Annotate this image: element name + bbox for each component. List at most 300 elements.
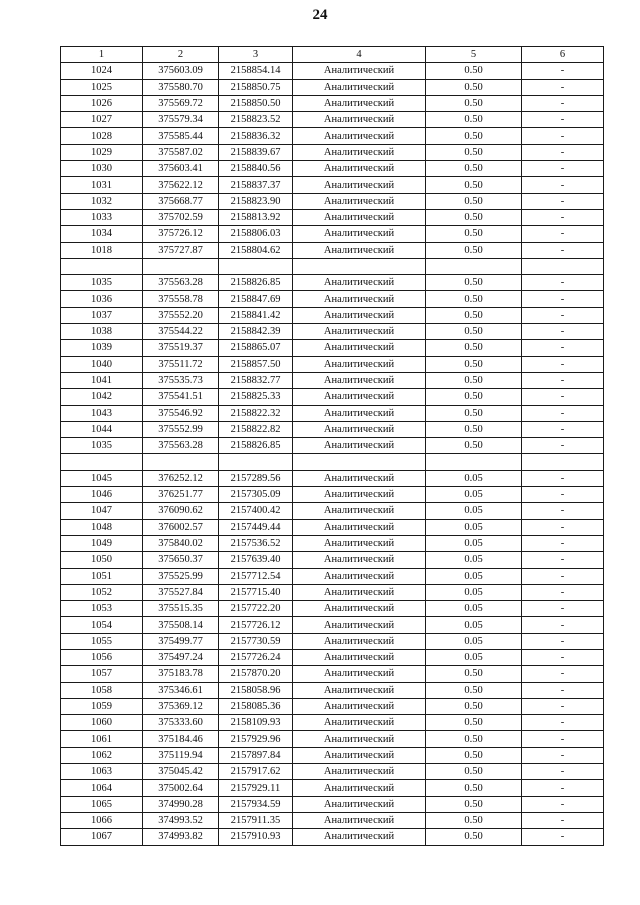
accuracy-cell: 0.50 — [426, 421, 522, 437]
note-cell: - — [522, 764, 604, 780]
note-cell: - — [522, 780, 604, 796]
y-coordinate-cell: 2158109.93 — [219, 715, 293, 731]
y-coordinate-cell: 2158850.50 — [219, 95, 293, 111]
method-cell: Аналитический — [293, 747, 426, 763]
note-cell: - — [522, 649, 604, 665]
table-row — [61, 519, 604, 535]
table-row — [61, 258, 604, 274]
method-cell: Аналитический — [293, 161, 426, 177]
x-coordinate-cell: 375585.44 — [143, 128, 219, 144]
note-cell: - — [522, 209, 604, 225]
accuracy-cell: 0.50 — [426, 79, 522, 95]
accuracy-cell: 0.50 — [426, 372, 522, 388]
table-row — [61, 698, 604, 714]
y-coordinate-cell: 2157305.09 — [219, 487, 293, 503]
table-row — [61, 421, 604, 437]
accuracy-cell: 0.05 — [426, 601, 522, 617]
point-number-cell: 1028 — [61, 128, 143, 144]
x-coordinate-cell: 375544.22 — [143, 324, 219, 340]
coordinates-table — [60, 46, 604, 846]
note-cell: - — [522, 698, 604, 714]
method-cell: Аналитический — [293, 519, 426, 535]
y-coordinate-cell: 2158806.03 — [219, 226, 293, 242]
x-coordinate-cell: 375569.72 — [143, 95, 219, 111]
method-cell: Аналитический — [293, 503, 426, 519]
note-cell: - — [522, 275, 604, 291]
x-coordinate-cell: 375497.24 — [143, 649, 219, 665]
x-coordinate-cell: 375045.42 — [143, 764, 219, 780]
point-number-cell: 1035 — [61, 275, 143, 291]
accuracy-cell: 0.50 — [426, 666, 522, 682]
y-coordinate-cell: 2158857.50 — [219, 356, 293, 372]
column-header-2: 2 — [143, 47, 219, 63]
x-coordinate-cell: 375587.02 — [143, 144, 219, 160]
method-cell: Аналитический — [293, 405, 426, 421]
method-cell: Аналитический — [293, 764, 426, 780]
table-row — [61, 601, 604, 617]
x-coordinate-cell: 375603.41 — [143, 161, 219, 177]
accuracy-cell: 0.05 — [426, 552, 522, 568]
point-number-cell: 1056 — [61, 649, 143, 665]
x-coordinate-cell: 375346.61 — [143, 682, 219, 698]
point-number-cell: 1064 — [61, 780, 143, 796]
accuracy-cell: 0.50 — [426, 324, 522, 340]
table-row — [61, 454, 604, 470]
accuracy-cell: 0.50 — [426, 405, 522, 421]
accuracy-cell: 0.05 — [426, 633, 522, 649]
note-cell: - — [522, 519, 604, 535]
point-number-cell — [61, 454, 143, 470]
accuracy-cell — [426, 454, 522, 470]
table-row — [61, 372, 604, 388]
table-row — [61, 275, 604, 291]
note-cell: - — [522, 79, 604, 95]
table-row — [61, 535, 604, 551]
table-row — [61, 552, 604, 568]
table-row — [61, 731, 604, 747]
column-header-5: 5 — [426, 47, 522, 63]
y-coordinate-cell: 2158839.67 — [219, 144, 293, 160]
point-number-cell: 1024 — [61, 63, 143, 79]
point-number-cell: 1046 — [61, 487, 143, 503]
method-cell: Аналитический — [293, 421, 426, 437]
point-number-cell: 1027 — [61, 112, 143, 128]
point-number-cell: 1052 — [61, 584, 143, 600]
x-coordinate-cell: 375552.20 — [143, 307, 219, 323]
x-coordinate-cell — [143, 454, 219, 470]
note-cell: - — [522, 601, 604, 617]
x-coordinate-cell: 375840.02 — [143, 535, 219, 551]
x-coordinate-cell — [143, 258, 219, 274]
method-cell: Аналитический — [293, 715, 426, 731]
x-coordinate-cell: 375603.09 — [143, 63, 219, 79]
column-header-4: 4 — [293, 47, 426, 63]
point-number-cell: 1041 — [61, 372, 143, 388]
table-row — [61, 112, 604, 128]
y-coordinate-cell: 2158058.96 — [219, 682, 293, 698]
x-coordinate-cell: 375552.99 — [143, 421, 219, 437]
method-cell: Аналитический — [293, 291, 426, 307]
accuracy-cell: 0.50 — [426, 764, 522, 780]
x-coordinate-cell: 375333.60 — [143, 715, 219, 731]
table-row — [61, 796, 604, 812]
accuracy-cell: 0.50 — [426, 356, 522, 372]
accuracy-cell: 0.50 — [426, 242, 522, 258]
y-coordinate-cell: 2158850.75 — [219, 79, 293, 95]
method-cell: Аналитический — [293, 177, 426, 193]
method-cell: Аналитический — [293, 112, 426, 128]
column-header-1: 1 — [61, 47, 143, 63]
x-coordinate-cell: 375515.35 — [143, 601, 219, 617]
y-coordinate-cell: 2157910.93 — [219, 829, 293, 845]
x-coordinate-cell: 375558.78 — [143, 291, 219, 307]
y-coordinate-cell: 2158847.69 — [219, 291, 293, 307]
x-coordinate-cell: 375622.12 — [143, 177, 219, 193]
accuracy-cell: 0.05 — [426, 470, 522, 486]
y-coordinate-cell: 2158842.39 — [219, 324, 293, 340]
method-cell: Аналитический — [293, 649, 426, 665]
accuracy-cell: 0.50 — [426, 226, 522, 242]
method-cell: Аналитический — [293, 340, 426, 356]
accuracy-cell: 0.50 — [426, 112, 522, 128]
point-number-cell — [61, 258, 143, 274]
table-row — [61, 487, 604, 503]
x-coordinate-cell: 375580.70 — [143, 79, 219, 95]
x-coordinate-cell: 375541.51 — [143, 389, 219, 405]
note-cell: - — [522, 503, 604, 519]
point-number-cell: 1018 — [61, 242, 143, 258]
x-coordinate-cell: 375119.94 — [143, 747, 219, 763]
accuracy-cell: 0.50 — [426, 812, 522, 828]
point-number-cell: 1047 — [61, 503, 143, 519]
table-header — [61, 47, 604, 63]
x-coordinate-cell: 375369.12 — [143, 698, 219, 714]
accuracy-cell: 0.05 — [426, 535, 522, 551]
point-number-cell: 1034 — [61, 226, 143, 242]
y-coordinate-cell: 2157730.59 — [219, 633, 293, 649]
point-number-cell: 1053 — [61, 601, 143, 617]
point-number-cell: 1031 — [61, 177, 143, 193]
point-number-cell: 1042 — [61, 389, 143, 405]
y-coordinate-cell: 2158836.32 — [219, 128, 293, 144]
x-coordinate-cell: 375702.59 — [143, 209, 219, 225]
table-row — [61, 649, 604, 665]
accuracy-cell: 0.50 — [426, 780, 522, 796]
table-row — [61, 780, 604, 796]
method-cell: Аналитический — [293, 487, 426, 503]
y-coordinate-cell: 2158826.85 — [219, 438, 293, 454]
table-row — [61, 633, 604, 649]
y-coordinate-cell: 2157870.20 — [219, 666, 293, 682]
y-coordinate-cell: 2158825.33 — [219, 389, 293, 405]
note-cell: - — [522, 144, 604, 160]
method-cell: Аналитический — [293, 226, 426, 242]
table-row — [61, 829, 604, 845]
x-coordinate-cell: 375650.37 — [143, 552, 219, 568]
table-row — [61, 340, 604, 356]
table-row — [61, 389, 604, 405]
method-cell: Аналитический — [293, 324, 426, 340]
point-number-cell: 1025 — [61, 79, 143, 95]
table-row — [61, 291, 604, 307]
note-cell: - — [522, 291, 604, 307]
table-body — [61, 63, 604, 845]
note-cell: - — [522, 715, 604, 731]
y-coordinate-cell: 2158813.92 — [219, 209, 293, 225]
point-number-cell: 1049 — [61, 535, 143, 551]
point-number-cell: 1029 — [61, 144, 143, 160]
x-coordinate-cell: 375184.46 — [143, 731, 219, 747]
note-cell: - — [522, 568, 604, 584]
point-number-cell: 1033 — [61, 209, 143, 225]
note-cell: - — [522, 666, 604, 682]
table-row — [61, 307, 604, 323]
note-cell: - — [522, 584, 604, 600]
table-row — [61, 617, 604, 633]
accuracy-cell: 0.50 — [426, 128, 522, 144]
y-coordinate-cell: 2157712.54 — [219, 568, 293, 584]
method-cell: Аналитический — [293, 438, 426, 454]
note-cell: - — [522, 356, 604, 372]
y-coordinate-cell: 2157934.59 — [219, 796, 293, 812]
table-row — [61, 666, 604, 682]
method-cell — [293, 258, 426, 274]
y-coordinate-cell: 2158837.37 — [219, 177, 293, 193]
x-coordinate-cell: 376090.62 — [143, 503, 219, 519]
point-number-cell: 1058 — [61, 682, 143, 698]
table-row — [61, 812, 604, 828]
method-cell: Аналитический — [293, 209, 426, 225]
method-cell: Аналитический — [293, 79, 426, 95]
table-row — [61, 568, 604, 584]
x-coordinate-cell: 375499.77 — [143, 633, 219, 649]
note-cell — [522, 454, 604, 470]
table-row — [61, 356, 604, 372]
x-coordinate-cell: 375519.37 — [143, 340, 219, 356]
method-cell: Аналитический — [293, 796, 426, 812]
column-header-3: 3 — [219, 47, 293, 63]
method-cell: Аналитический — [293, 242, 426, 258]
y-coordinate-cell: 2158822.32 — [219, 405, 293, 421]
accuracy-cell: 0.50 — [426, 291, 522, 307]
y-coordinate-cell: 2157449.44 — [219, 519, 293, 535]
y-coordinate-cell: 2158823.52 — [219, 112, 293, 128]
method-cell: Аналитический — [293, 666, 426, 682]
table-row — [61, 177, 604, 193]
accuracy-cell: 0.50 — [426, 682, 522, 698]
table-row — [61, 193, 604, 209]
method-cell: Аналитический — [293, 193, 426, 209]
point-number-cell: 1037 — [61, 307, 143, 323]
x-coordinate-cell: 375546.92 — [143, 405, 219, 421]
y-coordinate-cell: 2158823.90 — [219, 193, 293, 209]
note-cell: - — [522, 405, 604, 421]
point-number-cell: 1054 — [61, 617, 143, 633]
x-coordinate-cell: 375527.84 — [143, 584, 219, 600]
y-coordinate-cell: 2158841.42 — [219, 307, 293, 323]
method-cell: Аналитический — [293, 682, 426, 698]
accuracy-cell: 0.50 — [426, 161, 522, 177]
y-coordinate-cell: 2157726.24 — [219, 649, 293, 665]
method-cell: Аналитический — [293, 584, 426, 600]
x-coordinate-cell: 376002.57 — [143, 519, 219, 535]
y-coordinate-cell — [219, 258, 293, 274]
accuracy-cell: 0.05 — [426, 568, 522, 584]
method-cell: Аналитический — [293, 812, 426, 828]
y-coordinate-cell: 2158826.85 — [219, 275, 293, 291]
note-cell: - — [522, 242, 604, 258]
point-number-cell: 1045 — [61, 470, 143, 486]
table-row — [61, 242, 604, 258]
accuracy-cell: 0.50 — [426, 796, 522, 812]
table-row — [61, 144, 604, 160]
table-row — [61, 324, 604, 340]
accuracy-cell: 0.50 — [426, 144, 522, 160]
table-row — [61, 503, 604, 519]
note-cell: - — [522, 161, 604, 177]
point-number-cell: 1067 — [61, 829, 143, 845]
point-number-cell: 1036 — [61, 291, 143, 307]
point-number-cell: 1032 — [61, 193, 143, 209]
table-row — [61, 747, 604, 763]
method-cell: Аналитический — [293, 633, 426, 649]
table-row — [61, 226, 604, 242]
y-coordinate-cell: 2158865.07 — [219, 340, 293, 356]
y-coordinate-cell: 2157400.42 — [219, 503, 293, 519]
method-cell: Аналитический — [293, 780, 426, 796]
y-coordinate-cell: 2157289.56 — [219, 470, 293, 486]
x-coordinate-cell: 375579.34 — [143, 112, 219, 128]
table-row — [61, 63, 604, 79]
point-number-cell: 1066 — [61, 812, 143, 828]
table-row — [61, 438, 604, 454]
y-coordinate-cell: 2157726.12 — [219, 617, 293, 633]
note-cell: - — [522, 112, 604, 128]
accuracy-cell: 0.50 — [426, 438, 522, 454]
point-number-cell: 1055 — [61, 633, 143, 649]
point-number-cell: 1040 — [61, 356, 143, 372]
accuracy-cell: 0.50 — [426, 340, 522, 356]
y-coordinate-cell: 2157929.11 — [219, 780, 293, 796]
note-cell: - — [522, 470, 604, 486]
accuracy-cell: 0.50 — [426, 715, 522, 731]
y-coordinate-cell: 2157911.35 — [219, 812, 293, 828]
note-cell: - — [522, 829, 604, 845]
method-cell: Аналитический — [293, 372, 426, 388]
accuracy-cell: 0.05 — [426, 617, 522, 633]
note-cell: - — [522, 128, 604, 144]
method-cell: Аналитический — [293, 731, 426, 747]
y-coordinate-cell: 2157715.40 — [219, 584, 293, 600]
accuracy-cell: 0.05 — [426, 503, 522, 519]
y-coordinate-cell: 2158832.77 — [219, 372, 293, 388]
accuracy-cell: 0.50 — [426, 275, 522, 291]
method-cell: Аналитический — [293, 601, 426, 617]
x-coordinate-cell: 375511.72 — [143, 356, 219, 372]
accuracy-cell: 0.50 — [426, 829, 522, 845]
accuracy-cell: 0.50 — [426, 731, 522, 747]
accuracy-cell: 0.50 — [426, 698, 522, 714]
table-row — [61, 209, 604, 225]
note-cell: - — [522, 535, 604, 551]
note-cell: - — [522, 487, 604, 503]
x-coordinate-cell: 375002.64 — [143, 780, 219, 796]
method-cell: Аналитический — [293, 144, 426, 160]
point-number-cell: 1043 — [61, 405, 143, 421]
y-coordinate-cell: 2157897.84 — [219, 747, 293, 763]
note-cell — [522, 258, 604, 274]
note-cell: - — [522, 372, 604, 388]
y-coordinate-cell: 2157722.20 — [219, 601, 293, 617]
point-number-cell: 1039 — [61, 340, 143, 356]
note-cell: - — [522, 389, 604, 405]
method-cell: Аналитический — [293, 63, 426, 79]
point-number-cell: 1057 — [61, 666, 143, 682]
table-row — [61, 95, 604, 111]
point-number-cell: 1060 — [61, 715, 143, 731]
accuracy-cell: 0.50 — [426, 177, 522, 193]
point-number-cell: 1050 — [61, 552, 143, 568]
method-cell: Аналитический — [293, 95, 426, 111]
y-coordinate-cell: 2157917.62 — [219, 764, 293, 780]
note-cell: - — [522, 731, 604, 747]
note-cell: - — [522, 633, 604, 649]
y-coordinate-cell — [219, 454, 293, 470]
accuracy-cell: 0.05 — [426, 584, 522, 600]
note-cell: - — [522, 63, 604, 79]
note-cell: - — [522, 177, 604, 193]
note-cell: - — [522, 324, 604, 340]
table-row — [61, 682, 604, 698]
method-cell: Аналитический — [293, 617, 426, 633]
accuracy-cell: 0.50 — [426, 63, 522, 79]
note-cell: - — [522, 307, 604, 323]
method-cell: Аналитический — [293, 698, 426, 714]
x-coordinate-cell: 375563.28 — [143, 275, 219, 291]
x-coordinate-cell: 374990.28 — [143, 796, 219, 812]
method-cell: Аналитический — [293, 389, 426, 405]
x-coordinate-cell: 375508.14 — [143, 617, 219, 633]
table-row — [61, 470, 604, 486]
table-row — [61, 405, 604, 421]
point-number-cell: 1065 — [61, 796, 143, 812]
y-coordinate-cell: 2157536.52 — [219, 535, 293, 551]
note-cell: - — [522, 421, 604, 437]
method-cell: Аналитический — [293, 829, 426, 845]
page-number: 24 — [312, 7, 328, 23]
method-cell: Аналитический — [293, 470, 426, 486]
x-coordinate-cell: 375726.12 — [143, 226, 219, 242]
table-row — [61, 79, 604, 95]
accuracy-cell: 0.50 — [426, 747, 522, 763]
x-coordinate-cell: 375525.99 — [143, 568, 219, 584]
table-row — [61, 584, 604, 600]
x-coordinate-cell: 375727.87 — [143, 242, 219, 258]
method-cell: Аналитический — [293, 535, 426, 551]
point-number-cell: 1044 — [61, 421, 143, 437]
x-coordinate-cell: 376252.12 — [143, 470, 219, 486]
point-number-cell: 1062 — [61, 747, 143, 763]
accuracy-cell — [426, 258, 522, 274]
note-cell: - — [522, 682, 604, 698]
y-coordinate-cell: 2157639.40 — [219, 552, 293, 568]
accuracy-cell: 0.50 — [426, 307, 522, 323]
column-header-6: 6 — [522, 47, 604, 63]
point-number-cell: 1030 — [61, 161, 143, 177]
point-number-cell: 1026 — [61, 95, 143, 111]
table-row — [61, 715, 604, 731]
accuracy-cell: 0.05 — [426, 487, 522, 503]
